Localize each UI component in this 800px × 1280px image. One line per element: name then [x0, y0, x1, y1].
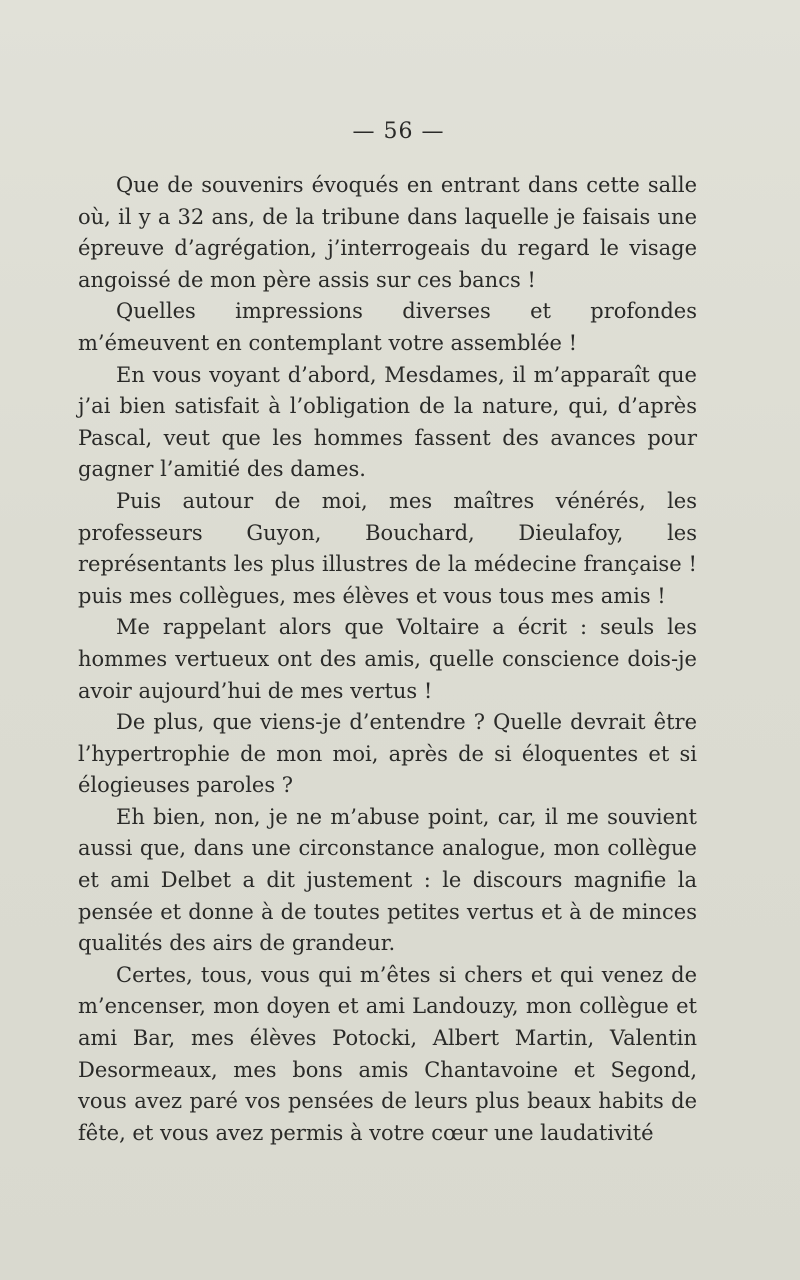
page-number: — 56 —: [352, 119, 445, 144]
paragraph: Certes, tous, vous qui m’êtes si chers et qui venez de m’encenser, mon doyen et ami Landouzy, mon collègue et ami Bar, mes élèves Potocki, Albert Martin, Valentin Desormeaux, mes bons amis Chantavoine et Segond, vous avez paré vos pensées de leurs plus beaux habits de fête, et vous avez permis à votre cœur une laudativité: [78, 962, 697, 1145]
body-text: [78, 170, 697, 1149]
paragraph: Eh bien, non, je ne m’abuse point, car, il me souvient aussi que, dans une circonstance analogue, mon collègue et ami Delbet a dit justement : le discours magnifie la pensée et donne à de toutes petites vertus et à de minces qualités des airs de grandeur.: [78, 804, 697, 956]
paragraph: Puis autour de moi, mes maîtres vénérés, les professeurs Guyon, Bouchard, Dieulafoy, les représentants les plus illustres de la médecine française ! puis mes collègues, mes élèves et vous tous mes amis !: [78, 488, 697, 608]
paragraph: Me rappelant alors que Voltaire a écrit : seuls les hommes vertueux ont des amis, quelle conscience dois-je avoir aujourd’hui de mes vertus !: [78, 615, 697, 703]
paragraph: En vous voyant d’abord, Mesdames, il m’apparaît que j’ai bien satisfait à l’obligation de la nature, qui, d’après Pascal, veut que les hommes fassent des avances pour gagner l’amitié des dames.: [78, 362, 697, 482]
paragraph: Quelles impressions diverses et profondes m’émeuvent en contemplant votre assemblée !: [78, 299, 697, 355]
paragraph: Que de souvenirs évoqués en entrant dans cette salle où, il y a 32 ans, de la tribune dans laquelle je faisais une épreuve d’agrégation, j’interrogeais du regard le visage angoissé de mon père assis sur ces bancs !: [78, 173, 697, 292]
paragraph: De plus, que viens-je d’entendre ? Quelle devrait être l’hypertrophie de mon moi, après de si éloquentes et si élogieuses paroles ?: [78, 710, 697, 798]
